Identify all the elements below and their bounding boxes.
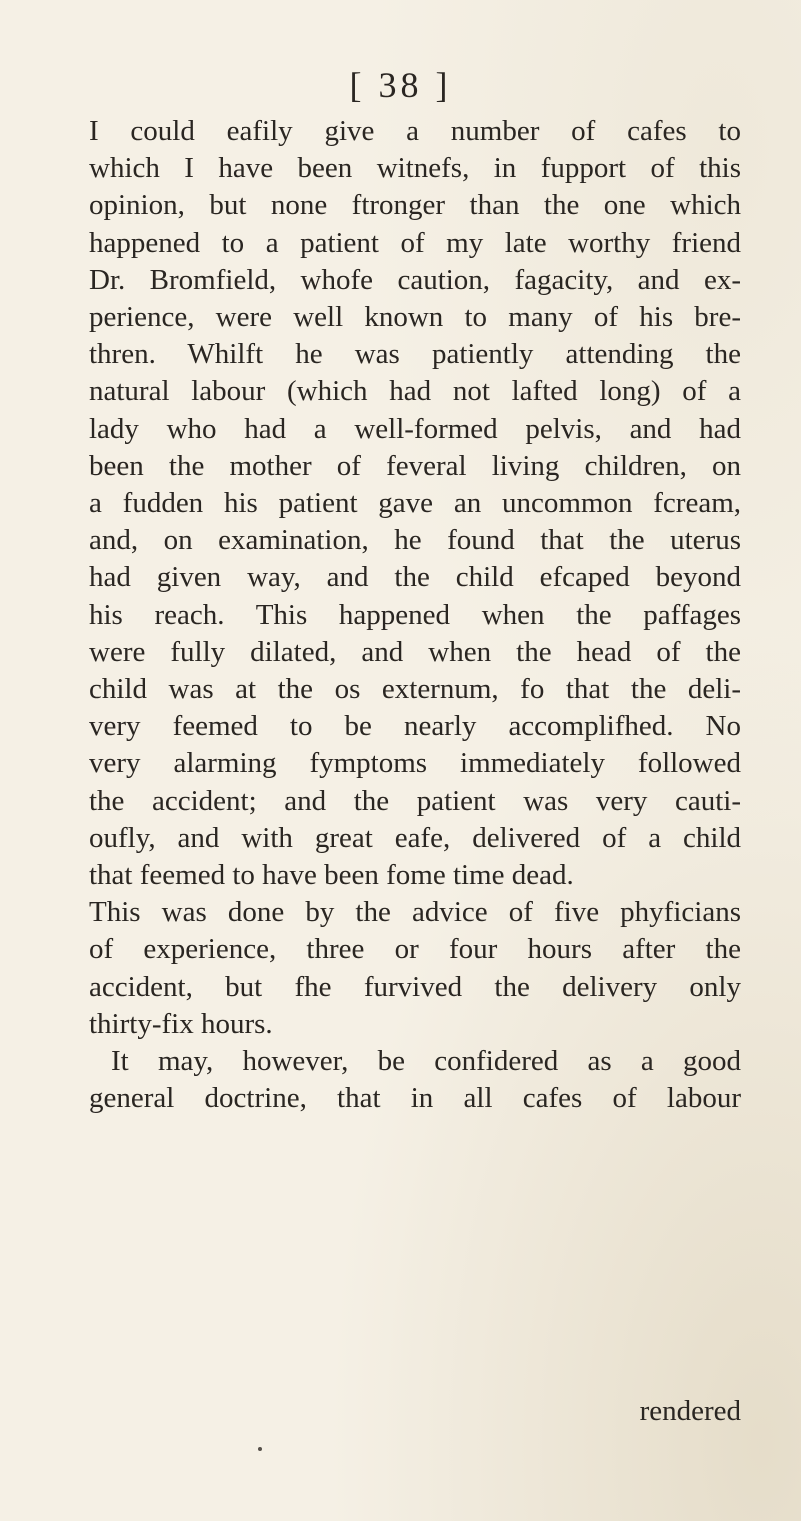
text-line: perience, were well known to many of his bre-	[89, 301, 741, 334]
text-line: lady who had a well-formed pelvis, and had	[89, 412, 741, 445]
text-line: general doctrine, that in all cafes of labour	[89, 1082, 741, 1115]
text-line: thirty-fix hours.	[89, 1007, 273, 1040]
text-line: very alarming fymptoms immediately followed	[89, 747, 741, 780]
text-line: and, on examination, he found that the uterus	[89, 524, 741, 557]
text-line: had given way, and the child efcaped beyond	[89, 561, 741, 594]
text-line: natural labour (which had not lafted long) of a	[89, 375, 741, 408]
text-line: happened to a patient of my late worthy friend	[89, 226, 741, 259]
text-line: It may, however, be confidered as a good	[111, 1045, 741, 1078]
text-line: which I have been witnefs, in fupport of this	[89, 152, 741, 185]
body-text	[89, 113, 741, 1117]
catchword: rendered	[639, 1395, 741, 1427]
text-line: been the mother of feveral living children, on	[89, 449, 741, 482]
text-line: child was at the os externum, fo that the deli-	[89, 673, 741, 706]
text-line: a fudden his patient gave an uncommon fcream,	[89, 487, 741, 520]
text-line: the accident; and the patient was very cauti-	[89, 784, 741, 817]
running-head: [ 38 ]	[349, 65, 452, 105]
text-line: of experience, three or four hours after the	[89, 933, 741, 966]
text-line: Dr. Bromfield, whofe caution, fagacity, and ex-	[89, 263, 741, 296]
text-line: his reach. This happened when the paffages	[89, 598, 741, 631]
text-line: This was done by the advice of five phyficians	[89, 896, 741, 929]
text-line: accident, but fhe furvived the delivery only	[89, 970, 741, 1003]
text-line: that feemed to have been fome time dead.	[89, 859, 574, 892]
ink-speck	[258, 1447, 262, 1451]
text-line: oufly, and with great eafe, delivered of a child	[89, 821, 741, 854]
text-line: opinion, but none ftronger than the one which	[89, 189, 741, 222]
text-line: very feemed to be nearly accomplifhed. No	[89, 710, 741, 743]
text-line: were fully dilated, and when the head of the	[89, 635, 741, 668]
text-line: thren. Whilft he was patiently attending the	[89, 338, 741, 371]
text-line: I could eafily give a number of cafes to	[89, 115, 741, 147]
